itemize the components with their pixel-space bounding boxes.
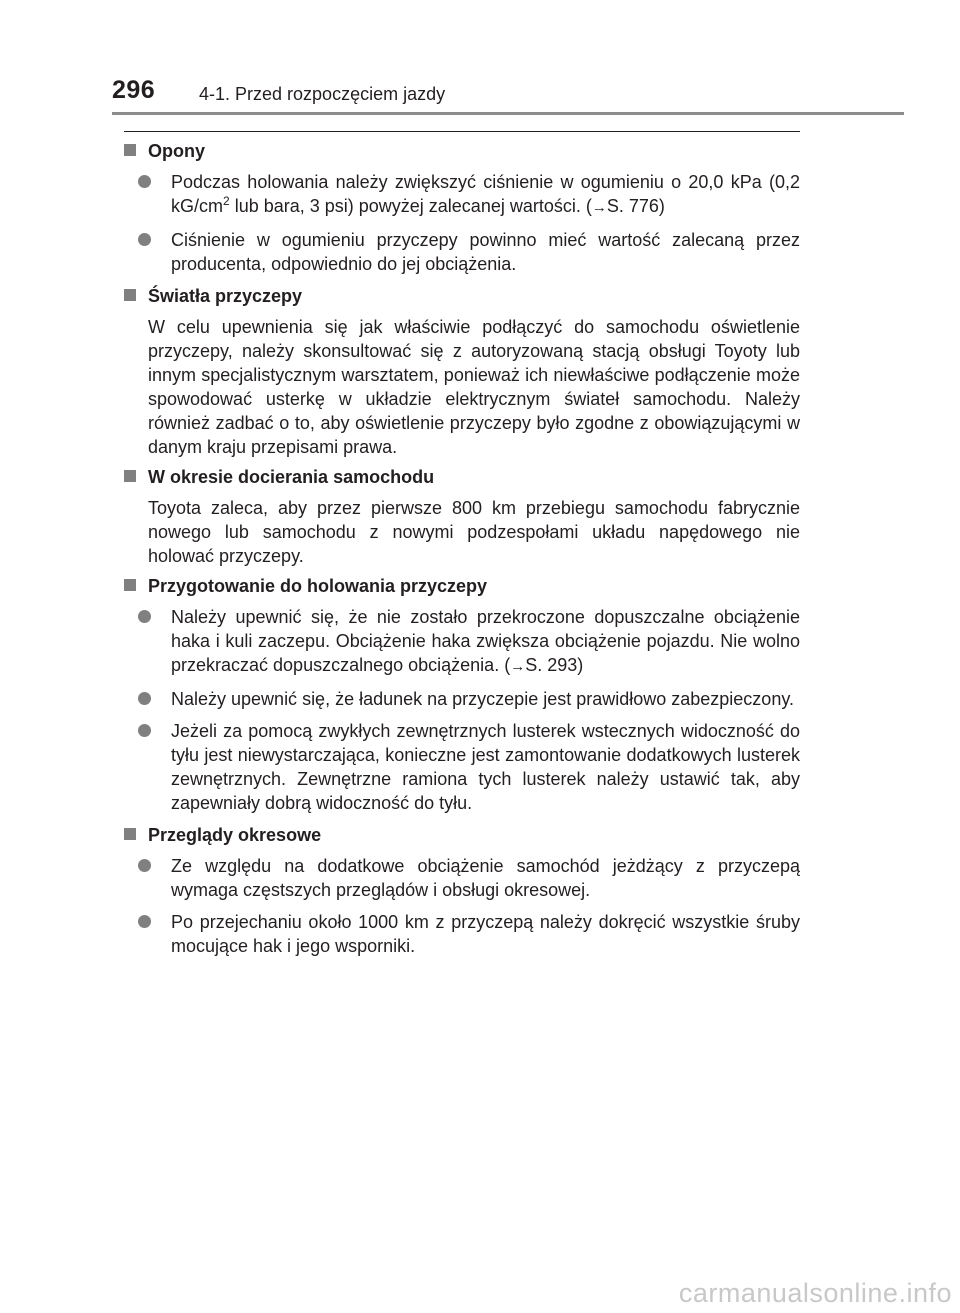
bullet-text (171, 170, 800, 220)
text-run: Podczas holowania należy zwiększyć ciśnienie w ogumieniu o 20,0 kPa (0,2 kG/cm (171, 172, 800, 216)
circle-bullet-icon (138, 859, 151, 872)
page-content (124, 131, 800, 966)
bullet-text (171, 605, 800, 679)
circle-bullet-icon (138, 610, 151, 623)
paragraph: Toyota zaleca, aby przez pierwsze 800 km przebiegu samochodu fabrycznie nowego lub samochodu z nowymi podzespołami układu napędowego nie holować przyczepy. (148, 498, 800, 566)
circle-bullet-icon (138, 692, 151, 705)
list-item (124, 854, 800, 902)
square-bullet-icon (124, 579, 136, 591)
heading-text: Przeglądy okresowe (148, 825, 322, 845)
heading-text: Przygotowanie do holowania przyczepy (148, 576, 488, 596)
bullet-text: Jeżeli za pomocą zwykłych zewnętrznych lusterek wstecznych widoczność do tyłu jest niewystarczająca, konieczne jest zamontowanie dodatkowych lusterek zewnętrznych. Zewnętrzne ramiona tych lusterek należy ustawić tak, aby zapewniały dobrą widoczność do tyłu. (171, 721, 800, 813)
list-item (124, 687, 800, 711)
section-title: 4-1. Przed rozpoczęciem jazdy (199, 84, 446, 104)
section-heading (124, 284, 800, 308)
circle-bullet-icon (138, 724, 151, 737)
circle-bullet-icon (138, 233, 151, 246)
page-reference: S. 293) (525, 655, 584, 675)
list-item (124, 228, 800, 276)
section-przeglady (124, 823, 800, 958)
section-przygotowanie (124, 574, 800, 815)
section-heading (124, 574, 800, 598)
arrow-icon: → (591, 199, 607, 216)
page-header (0, 0, 960, 118)
square-bullet-icon (124, 828, 136, 840)
section-docieranie (124, 465, 800, 568)
arrow-icon: → (510, 658, 526, 675)
list-item (124, 605, 800, 679)
bullet-text: Po przejechaniu około 1000 km z przyczepą należy dokręcić wszystkie śruby mocujące hak i jego wsporniki. (171, 912, 800, 956)
circle-bullet-icon (138, 175, 151, 188)
heading-text: Światła przyczepy (148, 286, 303, 306)
square-bullet-icon (124, 289, 136, 301)
bullet-text: Należy upewnić się, że ładunek na przyczepie jest prawidłowo zabezpieczony. (171, 689, 794, 709)
header-divider (112, 112, 904, 115)
section-swiatla (124, 284, 800, 459)
section-opony (124, 139, 800, 276)
square-bullet-icon (124, 144, 136, 156)
list-item (124, 910, 800, 958)
heading-text: Opony (148, 141, 205, 161)
page-reference: S. 776) (606, 196, 665, 216)
superscript: 2 (223, 194, 230, 208)
watermark: carmanualsonline.info (678, 1278, 952, 1308)
content-divider (124, 131, 800, 132)
square-bullet-icon (124, 470, 136, 482)
bullet-text: Ze względu na dodatkowe obciążenie samochód jeżdżący z przyczepą wymaga częstszych przeglądów i obsługi okresowej. (171, 856, 800, 900)
text-run: lub bara, 3 psi) powyżej zalecanej wartości. ( (229, 196, 592, 216)
list-item (124, 170, 800, 220)
circle-bullet-icon (138, 915, 151, 928)
heading-text: W okresie docierania samochodu (148, 467, 435, 487)
bullet-text: Ciśnienie w ogumieniu przyczepy powinno mieć wartość zalecaną przez producenta, odpowiednio do jej obciążenia. (171, 230, 800, 274)
page-number: 296 (112, 76, 156, 104)
section-heading (124, 139, 800, 163)
section-heading (124, 823, 800, 847)
section-heading (124, 465, 800, 489)
list-item (124, 719, 800, 815)
paragraph: W celu upewnienia się jak właściwie podłączyć do samochodu oświetlenie przyczepy, należy skonsultować się z autoryzowaną stacją obsługi Toyoty lub innym specjalistycznym warsztatem, ponieważ ich niewłaściwe podłączenie może spowodować usterkę w układzie elektrycznym świateł samochodu. Należy również zadbać o to, aby oświetlenie przyczepy było zgodne z obowiązującymi w danym kraju przepisami prawa. (148, 317, 800, 457)
text-run: Należy upewnić się, że nie zostało przekroczone dopuszczalne obciążenie haka i kuli zaczepu. Obciążenie haka zwiększa obciążenie pojazdu. Nie wolno przekraczać dopuszczalnego obciążenia. ( (171, 607, 800, 675)
